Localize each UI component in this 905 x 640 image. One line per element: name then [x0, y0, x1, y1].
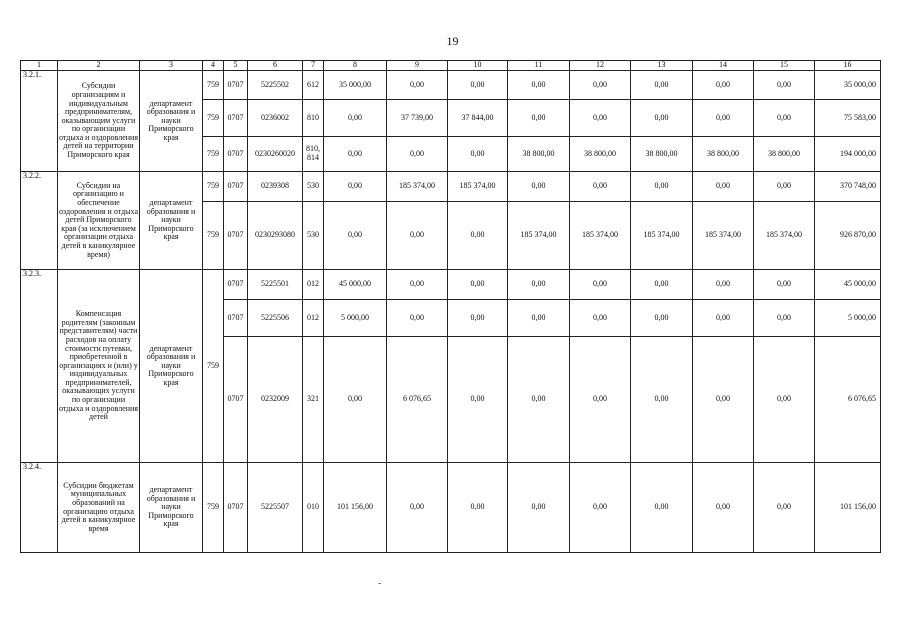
value-cell: 185 374,00	[754, 202, 815, 270]
col4-cell: 759	[203, 71, 224, 100]
value-cell: 6 076,65	[387, 337, 448, 463]
row-name: Субсидии на организацию и обеспечение оздоровления и отдыха детей Приморского края (за исключением организации отдыха детей в каникулярное время)	[58, 172, 140, 270]
value-cell: 0,00	[387, 463, 448, 553]
col7-cell: 530	[303, 172, 324, 202]
budget-table	[20, 60, 881, 553]
value-cell: 35 000,00	[324, 71, 387, 100]
value-cell: 0,00	[693, 172, 754, 202]
col4-cell: 759	[203, 137, 224, 172]
value-cell: 370 748,00	[815, 172, 881, 202]
value-cell: 0,00	[387, 300, 448, 337]
value-cell: 0,00	[387, 270, 448, 300]
row-department: департамент образования и науки Приморского края	[140, 172, 203, 270]
value-cell: 0,00	[324, 172, 387, 202]
col5-cell: 0707	[224, 202, 248, 270]
column-header: 14	[693, 61, 754, 71]
row-department: департамент образования и науки Приморского края	[140, 463, 203, 553]
row-name: Субсидии бюджетам муниципальных образований на организацию отдыха детей в каникулярное время	[58, 463, 140, 553]
value-cell: 0,00	[631, 300, 693, 337]
value-cell: 185 374,00	[448, 172, 508, 202]
col5-cell: 0707	[224, 300, 248, 337]
col6-cell: 0232009	[248, 337, 303, 463]
col5-cell: 0707	[224, 137, 248, 172]
value-cell: 6 076,65	[815, 337, 881, 463]
col4-cell: 759	[203, 100, 224, 137]
value-cell: 0,00	[387, 71, 448, 100]
value-cell: 0,00	[448, 202, 508, 270]
value-cell: 0,00	[508, 100, 570, 137]
col6-cell: 0230260020	[248, 137, 303, 172]
value-cell: 0,00	[570, 300, 631, 337]
value-cell: 0,00	[754, 100, 815, 137]
value-cell: 0,00	[448, 137, 508, 172]
value-cell: 0,00	[387, 202, 448, 270]
column-header: 5	[224, 61, 248, 71]
row-number: 3.2.4.	[21, 463, 58, 553]
row-name: Субсидии организациям и индивидуальным предпринимателям, оказывающим услуги по организации отдыха и оздоровления детей на территории Приморского края	[58, 71, 140, 172]
value-cell: 0,00	[693, 463, 754, 553]
value-cell: 185 374,00	[693, 202, 754, 270]
value-cell: 0,00	[754, 300, 815, 337]
value-cell: 0,00	[754, 71, 815, 100]
value-cell: 0,00	[754, 172, 815, 202]
col4-cell: 759	[203, 172, 224, 202]
column-header: 15	[754, 61, 815, 71]
value-cell: 0,00	[754, 463, 815, 553]
value-cell: 0,00	[631, 337, 693, 463]
value-cell: 38 800,00	[508, 137, 570, 172]
col7-cell: 612	[303, 71, 324, 100]
page-number: 19	[446, 34, 459, 48]
value-cell: 0,00	[754, 337, 815, 463]
value-cell: 0,00	[570, 100, 631, 137]
value-cell: 0,00	[508, 270, 570, 300]
col5-cell: 0707	[224, 463, 248, 553]
value-cell: 101 156,00	[324, 463, 387, 553]
value-cell: 38 800,00	[754, 137, 815, 172]
col5-cell: 0707	[224, 71, 248, 100]
row-name: Компенсация родителям (законным представителям) части расходов на оплату стоимости путевки, приобретенной в организациях и (или) у индивидуальных предпринимателей, оказывающих услуги по организации отдыха и оздоровления детей	[58, 270, 140, 463]
value-cell: 35 000,00	[815, 71, 881, 100]
value-cell: 0,00	[693, 270, 754, 300]
value-cell: 0,00	[570, 337, 631, 463]
value-cell: 0,00	[508, 337, 570, 463]
value-cell: 926 870,00	[815, 202, 881, 270]
col7-cell: 012	[303, 270, 324, 300]
row-number: 3.2.2.	[21, 172, 58, 270]
table-row	[21, 270, 881, 300]
value-cell: 5 000,00	[324, 300, 387, 337]
col7-cell: 810	[303, 100, 324, 137]
value-cell: 0,00	[508, 71, 570, 100]
value-cell: 0,00	[570, 270, 631, 300]
column-header: 10	[448, 61, 508, 71]
col4-cell: 759	[203, 463, 224, 553]
value-cell: 0,00	[448, 270, 508, 300]
column-header: 6	[248, 61, 303, 71]
value-cell: 0,00	[631, 71, 693, 100]
value-cell: 0,00	[693, 300, 754, 337]
value-cell: 0,00	[508, 172, 570, 202]
value-cell: 0,00	[387, 137, 448, 172]
col7-cell: 012	[303, 300, 324, 337]
column-header: 1	[21, 61, 58, 71]
value-cell: 185 374,00	[508, 202, 570, 270]
column-header: 7	[303, 61, 324, 71]
value-cell: 0,00	[324, 337, 387, 463]
col5-cell: 0707	[224, 100, 248, 137]
header-row	[21, 61, 881, 71]
col5-cell: 0707	[224, 337, 248, 463]
value-cell: 45 000,00	[815, 270, 881, 300]
col7-cell: 321	[303, 337, 324, 463]
col4-cell: 759	[203, 202, 224, 270]
value-cell: 0,00	[448, 71, 508, 100]
value-cell: 0,00	[631, 172, 693, 202]
column-header: 11	[508, 61, 570, 71]
column-header: 8	[324, 61, 387, 71]
value-cell: 101 156,00	[815, 463, 881, 553]
value-cell: 0,00	[324, 137, 387, 172]
value-cell: 185 374,00	[570, 202, 631, 270]
value-cell: 0,00	[631, 100, 693, 137]
value-cell: 0,00	[693, 71, 754, 100]
col4-cell: 759	[203, 270, 224, 463]
value-cell: 0,00	[631, 463, 693, 553]
value-cell: 0,00	[448, 337, 508, 463]
value-cell: 0,00	[693, 100, 754, 137]
value-cell: 38 800,00	[631, 137, 693, 172]
column-header: 3	[140, 61, 203, 71]
col6-cell: 0230293080	[248, 202, 303, 270]
col6-cell: 5225502	[248, 71, 303, 100]
value-cell: 45 000,00	[324, 270, 387, 300]
value-cell: 38 800,00	[693, 137, 754, 172]
value-cell: 0,00	[508, 300, 570, 337]
value-cell: 0,00	[693, 337, 754, 463]
value-cell: 0,00	[570, 172, 631, 202]
value-cell: 37 844,00	[448, 100, 508, 137]
value-cell: 185 374,00	[387, 172, 448, 202]
value-cell: 0,00	[570, 463, 631, 553]
value-cell: 0,00	[448, 463, 508, 553]
column-header: 9	[387, 61, 448, 71]
column-header: 13	[631, 61, 693, 71]
column-header: 16	[815, 61, 881, 71]
col6-cell: 0236002	[248, 100, 303, 137]
value-cell: 5 000,00	[815, 300, 881, 337]
col5-cell: 0707	[224, 270, 248, 300]
value-cell: 75 583,00	[815, 100, 881, 137]
value-cell: 0,00	[508, 463, 570, 553]
col6-cell: 5225507	[248, 463, 303, 553]
column-header: 12	[570, 61, 631, 71]
col7-cell: 010	[303, 463, 324, 553]
row-department: департамент образования и науки Приморского края	[140, 71, 203, 172]
value-cell: 0,00	[324, 202, 387, 270]
table-row	[21, 71, 881, 100]
col6-cell: 5225501	[248, 270, 303, 300]
col7-cell: 530	[303, 202, 324, 270]
column-header: 2	[58, 61, 140, 71]
value-cell: 0,00	[754, 270, 815, 300]
value-cell: 38 800,00	[570, 137, 631, 172]
footer-mark: -	[378, 578, 382, 589]
col6-cell: 0239308	[248, 172, 303, 202]
value-cell: 0,00	[631, 270, 693, 300]
col6-cell: 5225506	[248, 300, 303, 337]
table-row	[21, 172, 881, 202]
value-cell: 0,00	[324, 100, 387, 137]
col7-cell: 810, 814	[303, 137, 324, 172]
value-cell: 0,00	[448, 300, 508, 337]
value-cell: 0,00	[570, 71, 631, 100]
col5-cell: 0707	[224, 172, 248, 202]
value-cell: 185 374,00	[631, 202, 693, 270]
row-number: 3.2.3.	[21, 270, 58, 463]
value-cell: 194 000,00	[815, 137, 881, 172]
column-header: 4	[203, 61, 224, 71]
table-row	[21, 463, 881, 553]
row-number: 3.2.1.	[21, 71, 58, 172]
row-department: департамент образования и науки Приморского края	[140, 270, 203, 463]
value-cell: 37 739,00	[387, 100, 448, 137]
